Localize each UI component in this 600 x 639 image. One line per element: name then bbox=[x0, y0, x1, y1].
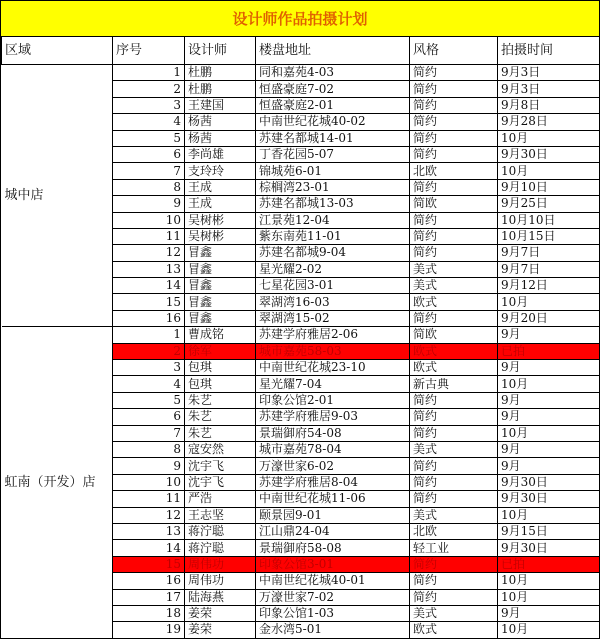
number-cell: 7 bbox=[113, 163, 185, 179]
header-address: 楼盘地址 bbox=[256, 37, 410, 65]
style-cell: 轻工业 bbox=[410, 540, 498, 556]
style-cell: 北欧 bbox=[410, 163, 498, 179]
header-time: 拍摄时间 bbox=[498, 37, 600, 65]
region-cell: 虹南（开发）店 bbox=[2, 327, 113, 638]
style-cell: 简约 bbox=[410, 589, 498, 605]
number-cell: 13 bbox=[113, 523, 185, 539]
designer-cell: 姜荣 bbox=[185, 605, 256, 621]
time-cell: 9月12日 bbox=[498, 278, 600, 294]
header-style: 风格 bbox=[410, 37, 498, 65]
number-cell: 6 bbox=[113, 146, 185, 162]
time-cell: 9月 bbox=[498, 392, 600, 408]
designer-cell: 周伟功 bbox=[185, 556, 256, 572]
designer-cell: 姜荣 bbox=[185, 622, 256, 638]
number-cell: 5 bbox=[113, 130, 185, 146]
address-cell: 丁香花园5-07 bbox=[256, 146, 410, 162]
style-cell: 欧式 bbox=[410, 294, 498, 310]
time-cell: 9月8日 bbox=[498, 97, 600, 113]
time-cell: 已拍 bbox=[498, 556, 600, 572]
time-cell: 10月 bbox=[498, 163, 600, 179]
address-cell: 城市嘉苑58-03 bbox=[256, 343, 410, 359]
sheet-title: 设计师作品拍摄计划 bbox=[1, 1, 599, 37]
address-cell: 苏建名都城13-03 bbox=[256, 196, 410, 212]
region-cell: 城中店 bbox=[2, 65, 113, 327]
number-cell: 4 bbox=[113, 376, 185, 392]
style-cell: 欧式 bbox=[410, 343, 498, 359]
number-cell: 12 bbox=[113, 245, 185, 261]
designer-cell: 冒鑫 bbox=[185, 278, 256, 294]
address-cell: 万濠世家6-02 bbox=[256, 458, 410, 474]
time-cell: 10月 bbox=[498, 589, 600, 605]
style-cell: 欧式 bbox=[410, 622, 498, 638]
style-cell: 简约 bbox=[410, 81, 498, 97]
designer-cell: 杜鹏 bbox=[185, 65, 256, 81]
style-cell: 简欧 bbox=[410, 327, 498, 343]
time-cell: 9月 bbox=[498, 458, 600, 474]
style-cell: 简约 bbox=[410, 392, 498, 408]
number-cell: 14 bbox=[113, 278, 185, 294]
designer-cell: 冒鑫 bbox=[185, 310, 256, 326]
style-cell: 简约 bbox=[410, 458, 498, 474]
number-cell: 19 bbox=[113, 622, 185, 638]
address-cell: 苏建名都城14-01 bbox=[256, 130, 410, 146]
style-cell: 简约 bbox=[410, 179, 498, 195]
number-cell: 11 bbox=[113, 491, 185, 507]
address-cell: 中南世纪花城11-06 bbox=[256, 491, 410, 507]
number-cell: 15 bbox=[113, 294, 185, 310]
style-cell: 简约 bbox=[410, 65, 498, 81]
style-cell: 简约 bbox=[410, 425, 498, 441]
time-cell: 10月10日 bbox=[498, 212, 600, 228]
time-cell: 10月 bbox=[498, 425, 600, 441]
designer-cell: 吴树彬 bbox=[185, 228, 256, 244]
designer-cell: 冒鑫 bbox=[185, 261, 256, 277]
number-cell: 11 bbox=[113, 228, 185, 244]
address-cell: 金水湾5-01 bbox=[256, 622, 410, 638]
designer-cell: 李尚雄 bbox=[185, 146, 256, 162]
time-cell: 9月 bbox=[498, 441, 600, 457]
style-cell: 简约 bbox=[410, 409, 498, 425]
designer-cell: 朱艺 bbox=[185, 392, 256, 408]
address-cell: 翠湖湾16-03 bbox=[256, 294, 410, 310]
number-cell: 4 bbox=[113, 114, 185, 130]
address-cell: 景瑞御府58-08 bbox=[256, 540, 410, 556]
style-cell: 简约 bbox=[410, 228, 498, 244]
time-cell: 9月 bbox=[498, 409, 600, 425]
address-cell: 苏建学府雅居2-06 bbox=[256, 327, 410, 343]
time-cell: 10月15日 bbox=[498, 228, 600, 244]
address-cell: 锦城苑6-01 bbox=[256, 163, 410, 179]
table-row bbox=[2, 327, 600, 343]
designer-cell: 王志坚 bbox=[185, 507, 256, 523]
designer-cell: 周伟功 bbox=[185, 573, 256, 589]
number-cell: 9 bbox=[113, 458, 185, 474]
time-cell: 9月25日 bbox=[498, 196, 600, 212]
style-cell: 简约 bbox=[410, 130, 498, 146]
time-cell: 10月 bbox=[498, 622, 600, 638]
address-cell: 江山鼎24-04 bbox=[256, 523, 410, 539]
designer-cell: 杨茜 bbox=[185, 114, 256, 130]
designer-cell: 王成 bbox=[185, 196, 256, 212]
designer-cell: 吴树彬 bbox=[185, 212, 256, 228]
style-cell: 简欧 bbox=[410, 196, 498, 212]
style-cell: 简约 bbox=[410, 114, 498, 130]
style-cell: 简约 bbox=[410, 212, 498, 228]
style-cell: 简约 bbox=[410, 310, 498, 326]
designer-cell: 支玲玲 bbox=[185, 163, 256, 179]
number-cell: 6 bbox=[113, 409, 185, 425]
designer-cell: 朱艺 bbox=[185, 425, 256, 441]
address-cell: 星光耀2-02 bbox=[256, 261, 410, 277]
designer-cell: 杜鹏 bbox=[185, 81, 256, 97]
address-cell: 同和嘉苑4-03 bbox=[256, 65, 410, 81]
address-cell: 紫东南苑11-01 bbox=[256, 228, 410, 244]
time-cell: 9月15日 bbox=[498, 523, 600, 539]
style-cell: 美式 bbox=[410, 507, 498, 523]
style-cell: 简约 bbox=[410, 245, 498, 261]
number-cell: 8 bbox=[113, 179, 185, 195]
number-cell: 2 bbox=[113, 81, 185, 97]
style-cell: 美式 bbox=[410, 605, 498, 621]
time-cell: 9月7日 bbox=[498, 245, 600, 261]
table-row bbox=[2, 65, 600, 81]
designer-cell: 严浩 bbox=[185, 491, 256, 507]
address-cell: 中南世纪花城23-10 bbox=[256, 360, 410, 376]
time-cell: 9月7日 bbox=[498, 261, 600, 277]
address-cell: 城市嘉苑78-04 bbox=[256, 441, 410, 457]
number-cell: 12 bbox=[113, 507, 185, 523]
style-cell: 简约 bbox=[410, 97, 498, 113]
designer-cell: 沈宇飞 bbox=[185, 458, 256, 474]
number-cell: 14 bbox=[113, 540, 185, 556]
time-cell: 9月20日 bbox=[498, 310, 600, 326]
time-cell: 10月 bbox=[498, 130, 600, 146]
number-cell: 3 bbox=[113, 360, 185, 376]
designer-cell: 冒鑫 bbox=[185, 245, 256, 261]
designer-cell: 王建国 bbox=[185, 97, 256, 113]
time-cell: 10月 bbox=[498, 294, 600, 310]
address-cell: 棕榈湾23-01 bbox=[256, 179, 410, 195]
number-cell: 3 bbox=[113, 97, 185, 113]
style-cell: 简约 bbox=[410, 146, 498, 162]
designer-cell: 沈宇飞 bbox=[185, 474, 256, 490]
address-cell: 翠湖湾15-02 bbox=[256, 310, 410, 326]
number-cell: 2 bbox=[113, 343, 185, 359]
style-cell: 新古典 bbox=[410, 376, 498, 392]
designer-cell: 王成 bbox=[185, 179, 256, 195]
number-cell: 9 bbox=[113, 196, 185, 212]
number-cell: 10 bbox=[113, 474, 185, 490]
time-cell: 9月30日 bbox=[498, 491, 600, 507]
designer-cell: 徐军 bbox=[185, 343, 256, 359]
address-cell: 苏建学府雅居9-03 bbox=[256, 409, 410, 425]
time-cell: 9月3日 bbox=[498, 65, 600, 81]
number-cell: 1 bbox=[113, 327, 185, 343]
number-cell: 15 bbox=[113, 556, 185, 572]
time-cell: 9月30日 bbox=[498, 540, 600, 556]
address-cell: 景瑞御府54-08 bbox=[256, 425, 410, 441]
number-cell: 1 bbox=[113, 65, 185, 81]
designer-cell: 包琪 bbox=[185, 376, 256, 392]
address-cell: 江景苑12-04 bbox=[256, 212, 410, 228]
style-cell: 简约 bbox=[410, 556, 498, 572]
number-cell: 5 bbox=[113, 392, 185, 408]
number-cell: 16 bbox=[113, 310, 185, 326]
time-cell: 10月 bbox=[498, 573, 600, 589]
time-cell: 10月 bbox=[498, 376, 600, 392]
style-cell: 美式 bbox=[410, 278, 498, 294]
designer-cell: 曹成铭 bbox=[185, 327, 256, 343]
number-cell: 13 bbox=[113, 261, 185, 277]
address-cell: 颐景园9-01 bbox=[256, 507, 410, 523]
time-cell: 9月3日 bbox=[498, 81, 600, 97]
style-cell: 美式 bbox=[410, 441, 498, 457]
address-cell: 恒盛豪庭7-02 bbox=[256, 81, 410, 97]
style-cell: 美式 bbox=[410, 261, 498, 277]
time-cell: 9月30日 bbox=[498, 146, 600, 162]
header-number: 序号 bbox=[113, 37, 185, 65]
number-cell: 17 bbox=[113, 589, 185, 605]
address-cell: 苏建学府雅居8-04 bbox=[256, 474, 410, 490]
style-cell: 简约 bbox=[410, 573, 498, 589]
style-cell: 北欧 bbox=[410, 523, 498, 539]
header-row bbox=[2, 37, 600, 65]
address-cell: 中南世纪花城40-01 bbox=[256, 573, 410, 589]
designer-cell: 杨茜 bbox=[185, 130, 256, 146]
number-cell: 10 bbox=[113, 212, 185, 228]
designer-cell: 蒋泞聪 bbox=[185, 540, 256, 556]
number-cell: 7 bbox=[113, 425, 185, 441]
schedule-table bbox=[1, 37, 599, 639]
designer-cell: 陆海燕 bbox=[185, 589, 256, 605]
address-cell: 万濠世家7-02 bbox=[256, 589, 410, 605]
time-cell: 9月 bbox=[498, 327, 600, 343]
designer-cell: 冒鑫 bbox=[185, 294, 256, 310]
address-cell: 印象公馆2-01 bbox=[256, 392, 410, 408]
address-cell: 恒盛豪庭2-01 bbox=[256, 97, 410, 113]
time-cell: 9月 bbox=[498, 360, 600, 376]
number-cell: 8 bbox=[113, 441, 185, 457]
time-cell: 9月10日 bbox=[498, 179, 600, 195]
number-cell: 18 bbox=[113, 605, 185, 621]
number-cell: 16 bbox=[113, 573, 185, 589]
address-cell: 印象公馆1-03 bbox=[256, 605, 410, 621]
time-cell: 已拍 bbox=[498, 343, 600, 359]
header-region: 区域 bbox=[2, 37, 113, 65]
style-cell: 简约 bbox=[410, 474, 498, 490]
address-cell: 星光耀7-04 bbox=[256, 376, 410, 392]
time-cell: 9月 bbox=[498, 605, 600, 621]
header-designer: 设计师 bbox=[185, 37, 256, 65]
designer-cell: 包琪 bbox=[185, 360, 256, 376]
address-cell: 七星花园3-01 bbox=[256, 278, 410, 294]
address-cell: 中南世纪花城40-02 bbox=[256, 114, 410, 130]
designer-cell: 寇安然 bbox=[185, 441, 256, 457]
style-cell: 欧式 bbox=[410, 360, 498, 376]
designer-cell: 朱艺 bbox=[185, 409, 256, 425]
time-cell: 10月 bbox=[498, 507, 600, 523]
time-cell: 9月30日 bbox=[498, 474, 600, 490]
address-cell: 印象公馆3-01 bbox=[256, 556, 410, 572]
style-cell: 简约 bbox=[410, 491, 498, 507]
designer-cell: 蒋泞聪 bbox=[185, 523, 256, 539]
address-cell: 苏建名都城9-04 bbox=[256, 245, 410, 261]
time-cell: 9月28日 bbox=[498, 114, 600, 130]
